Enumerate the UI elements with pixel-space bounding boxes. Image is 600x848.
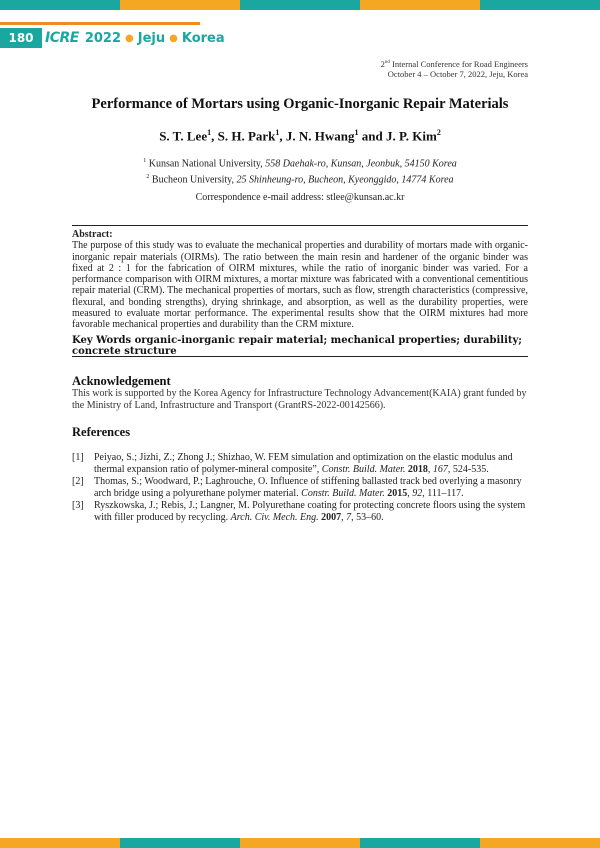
affiliation-line: $^2$ Bucheon University, 25 Shinheung-ro, Bucheon, Kyeonggido, 14774 Korea [146,173,454,186]
logo-city: Jeju [137,30,166,46]
acknowledgement-heading: Acknowledgement [72,374,171,388]
abstract-section [72,229,528,331]
reference-item: [1] Peiyao, S.; Jizhi, Z.; Zhong J.; Shizhao, W. FEM simulation and optimization on the elastic modulus and thermal expansion ratio of polymer-mineral composite”, Constr. Build. Mater. 2018, 167, 524-535. [72,452,513,475]
divider [72,225,528,226]
author-name: S. T. Lee [159,128,208,144]
author-name: J. N. Hwang [285,128,355,144]
logo-country: Korea [181,30,225,46]
affiliation-line: $^1$ Kunsan National University, 558 Daehak-ro, Kunsan, Jeonbuk, 54150 Korea [143,158,457,170]
divider [72,356,528,357]
author-list: S. T. Lee$^1$, S. H. Park$^1$, J. N. Hwang$^1$ and J. P. Kim$^2$ [159,128,441,144]
top-color-band [0,0,600,10]
bottom-color-band [0,838,600,848]
conference-logo [45,27,225,49]
abstract-heading: Abstract: [72,229,113,240]
bullet-icon: ● [169,32,178,44]
paper-title: Performance of Mortars using Organic-Inorganic Repair Materials [91,96,509,112]
keywords: Key Words organic-inorganic repair material; mechanical properties; durability; concrete structure [72,335,522,357]
bullet-icon: ● [125,32,134,44]
acknowledgement-text: This work is supported by the Korea Agency for Infrastructure Technology Advancement(KAIA) grant funded by the Ministry of Land, Infrastructure and Transport (GrantRS-2022-00142566). [72,388,527,411]
header-accent-line [0,22,200,25]
author-name: S. H. Park [217,128,276,144]
conference-name-line: 2nd Internal Conference for Road Engineers [380,58,528,69]
conference-dates: October 4 – October 7, 2022, Jeju, Korea [387,68,528,79]
author-name: J. P. Kim [386,128,437,144]
logo-mark: ICRE [45,30,79,46]
reference-item: [3] Ryszkowska, J.; Rebis, J.; Langner, M. Polyurethane coating for protecting concrete floors using the system with filler produced by recycling. Arch. Civ. Mech. Eng. 2007, 7, 53–60. [72,500,526,523]
reference-list [72,452,528,524]
page-number: 180 [0,28,42,48]
affiliations [0,155,600,187]
logo-year: 2022 [84,30,122,46]
reference-item: [2] Thomas, S.; Woodward, P.; Laghrouche, O. Influence of stiffening ballasted track bed overlying a masonry arch bridge using a polyurethane polymer material. Constr. Build. Mater. 2015, 92, 111–117. [72,476,522,499]
conference-info [381,58,528,79]
references-heading: References [72,425,131,439]
correspondence-email: Correspondence e-mail address: stlee@kunsan.ac.kr [195,192,405,203]
abstract-text: The purpose of this study was to evaluate the mechanical properties and durability of mortars made with organic-inorganic repair materials (OIRMs). The ratio between the main resin and hardener of the organic binder was fixed at 2 : 1 for the fabrication of OIRM mixtures, while the ratio of inorganic binder was varied. For a performance comparison with OIRM mixtures, a mortar mixture was fabricated with a conventional cementitious repair material (CRM). The mechanical properties of mortars, such as flow, strength characteristics (compressive, flexural, and bonding strengths), drying shrinkage, and absorption, as well as the durability properties, were measured to evaluate mortar performance. The experimental results show that the OIRM mixtures had more favorable mechanical properties and durability than the CRM mixture. [72,240,528,331]
